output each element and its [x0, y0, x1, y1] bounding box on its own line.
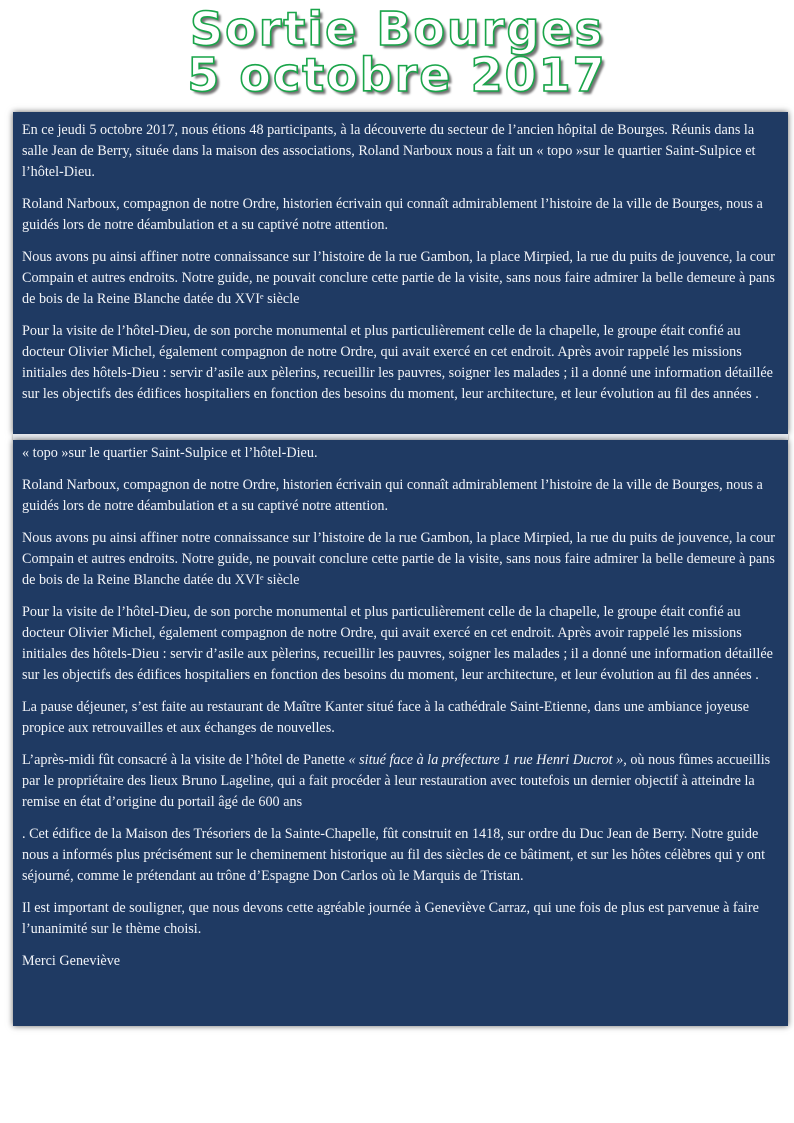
paragraph: Roland Narboux, compagnon de notre Ordre, historien écrivain qui connaît admirablement l’histoire de la ville de Bourges, nous a guidés lors de notre déambulation et a su captivé notre attention. [22, 477, 763, 514]
paragraph-panette [13, 750, 788, 813]
page-title-line-2: 5 octobre 2017 [187, 48, 607, 102]
text-panel-top [13, 112, 788, 434]
paragraph: Nous avons pu ainsi affiner notre connaissance sur l’histoire de la rue Gambon, la place Mirpied, la rue du puits de jouvence, la cour Compain et autres endroits. Notre guide, ne pouvait conclure cette partie de la visite, sans nous faire admirer la belle demeure à pans de bois de la Reine Blanche datée du XVIᵉ siècle [22, 249, 776, 307]
paragraph-text: L’après-midi fût consacré à la visite de l’hôtel de Panette [22, 752, 345, 768]
paragraph: Roland Narboux, compagnon de notre Ordre, historien écrivain qui connaît admirablement l’histoire de la ville de Bourges, nous a guidés lors de notre déambulation et a su captivé notre attention. [22, 196, 763, 233]
paragraph: . Cet édifice de la Maison des Trésoriers de la Sainte-Chapelle, fût construit en 1418, sur ordre du Duc Jean de Berry. Notre guide nous a informés plus précisément sur le cheminement historique au fil des siècles de ce bâtiment, et sur les hôtes célèbres qui y ont séjourné, comme le prétendant au trône d’Espagne Don Carlos où le Marquis de Tristan. [22, 826, 766, 884]
paragraph: Pour la visite de l’hôtel-Dieu, de son porche monumental et plus particulièrement celle de la chapelle, le groupe était confié au docteur Olivier Michel, également compagnon de notre Ordre, qui avait exercé en cet endroit. Après avoir rappelé les missions initiales des hôtels-Dieu : servir d’asile aux pèlerins, recueillir les pauvres, soigner les malades ; il a donné une information détaillée sur les objectifs des édifices hospitaliers en fonction des besoins du moment, leur architecture, et leur évolution au fil des années . [22, 323, 773, 402]
paragraph: Pour la visite de l’hôtel-Dieu, de son porche monumental et plus particulièrement celle de la chapelle, le groupe était confié au docteur Olivier Michel, également compagnon de notre Ordre, qui avait exercé en cet endroit. Après avoir rappelé les missions initiales des hôtels-Dieu : servir d’asile aux pèlerins, recueillir les pauvres, soigner les malades ; il a donné une information détaillée sur les objectifs des édifices hospitaliers en fonction des besoins du moment, leur architecture, et leur évolution au fil des années . [22, 604, 773, 683]
address-quote: « situé face à la préfecture 1 rue Henri Ducrot » [348, 752, 624, 768]
paragraph-text: , où nous fûmes accueillis par le propriétaire des lieux Bruno Lageline, qui a fait procéder à leur restauration avec toutefois un dernier objectif à atteindre la remise en état d’origine du portail âgé de 600 ans [22, 752, 771, 810]
text-panel-bottom [13, 440, 788, 1026]
paragraph: La pause déjeuner, s’est faite au restaurant de Maître Kanter situé face à la cathédrale Saint-Etienne, dans une ambiance joyeuse propice aux retrouvailles et aux échanges de nouvelles. [22, 699, 749, 736]
paragraph: En ce jeudi 5 octobre 2017, nous étions 48 participants, à la découverte du secteur de l’ancien hôpital de Bourges. Réunis dans la salle Jean de Berry, située dans la maison des associations, Roland Narboux nous a fait un « topo »sur le quartier Saint-Sulpice et l’hôtel-Dieu. [22, 122, 756, 180]
paragraph: « topo »sur le quartier Saint-Sulpice et l’hôtel-Dieu. [22, 445, 318, 461]
paragraph: Il est important de souligner, que nous devons cette agréable journée à Geneviève Carraz, qui une fois de plus est parvenue à faire l’unanimité sur le thème choisi. [22, 900, 759, 937]
closing-thanks: Merci Geneviève [22, 953, 121, 969]
page-title-line-1: Sortie Bourges [190, 2, 604, 56]
paragraph: Nous avons pu ainsi affiner notre connaissance sur l’histoire de la rue Gambon, la place Mirpied, la rue du puits de jouvence, la cour Compain et autres endroits. Notre guide, ne pouvait conclure cette partie de la visite, sans nous faire admirer la belle demeure à pans de bois de la Reine Blanche datée du XVIᵉ siècle [22, 530, 776, 588]
